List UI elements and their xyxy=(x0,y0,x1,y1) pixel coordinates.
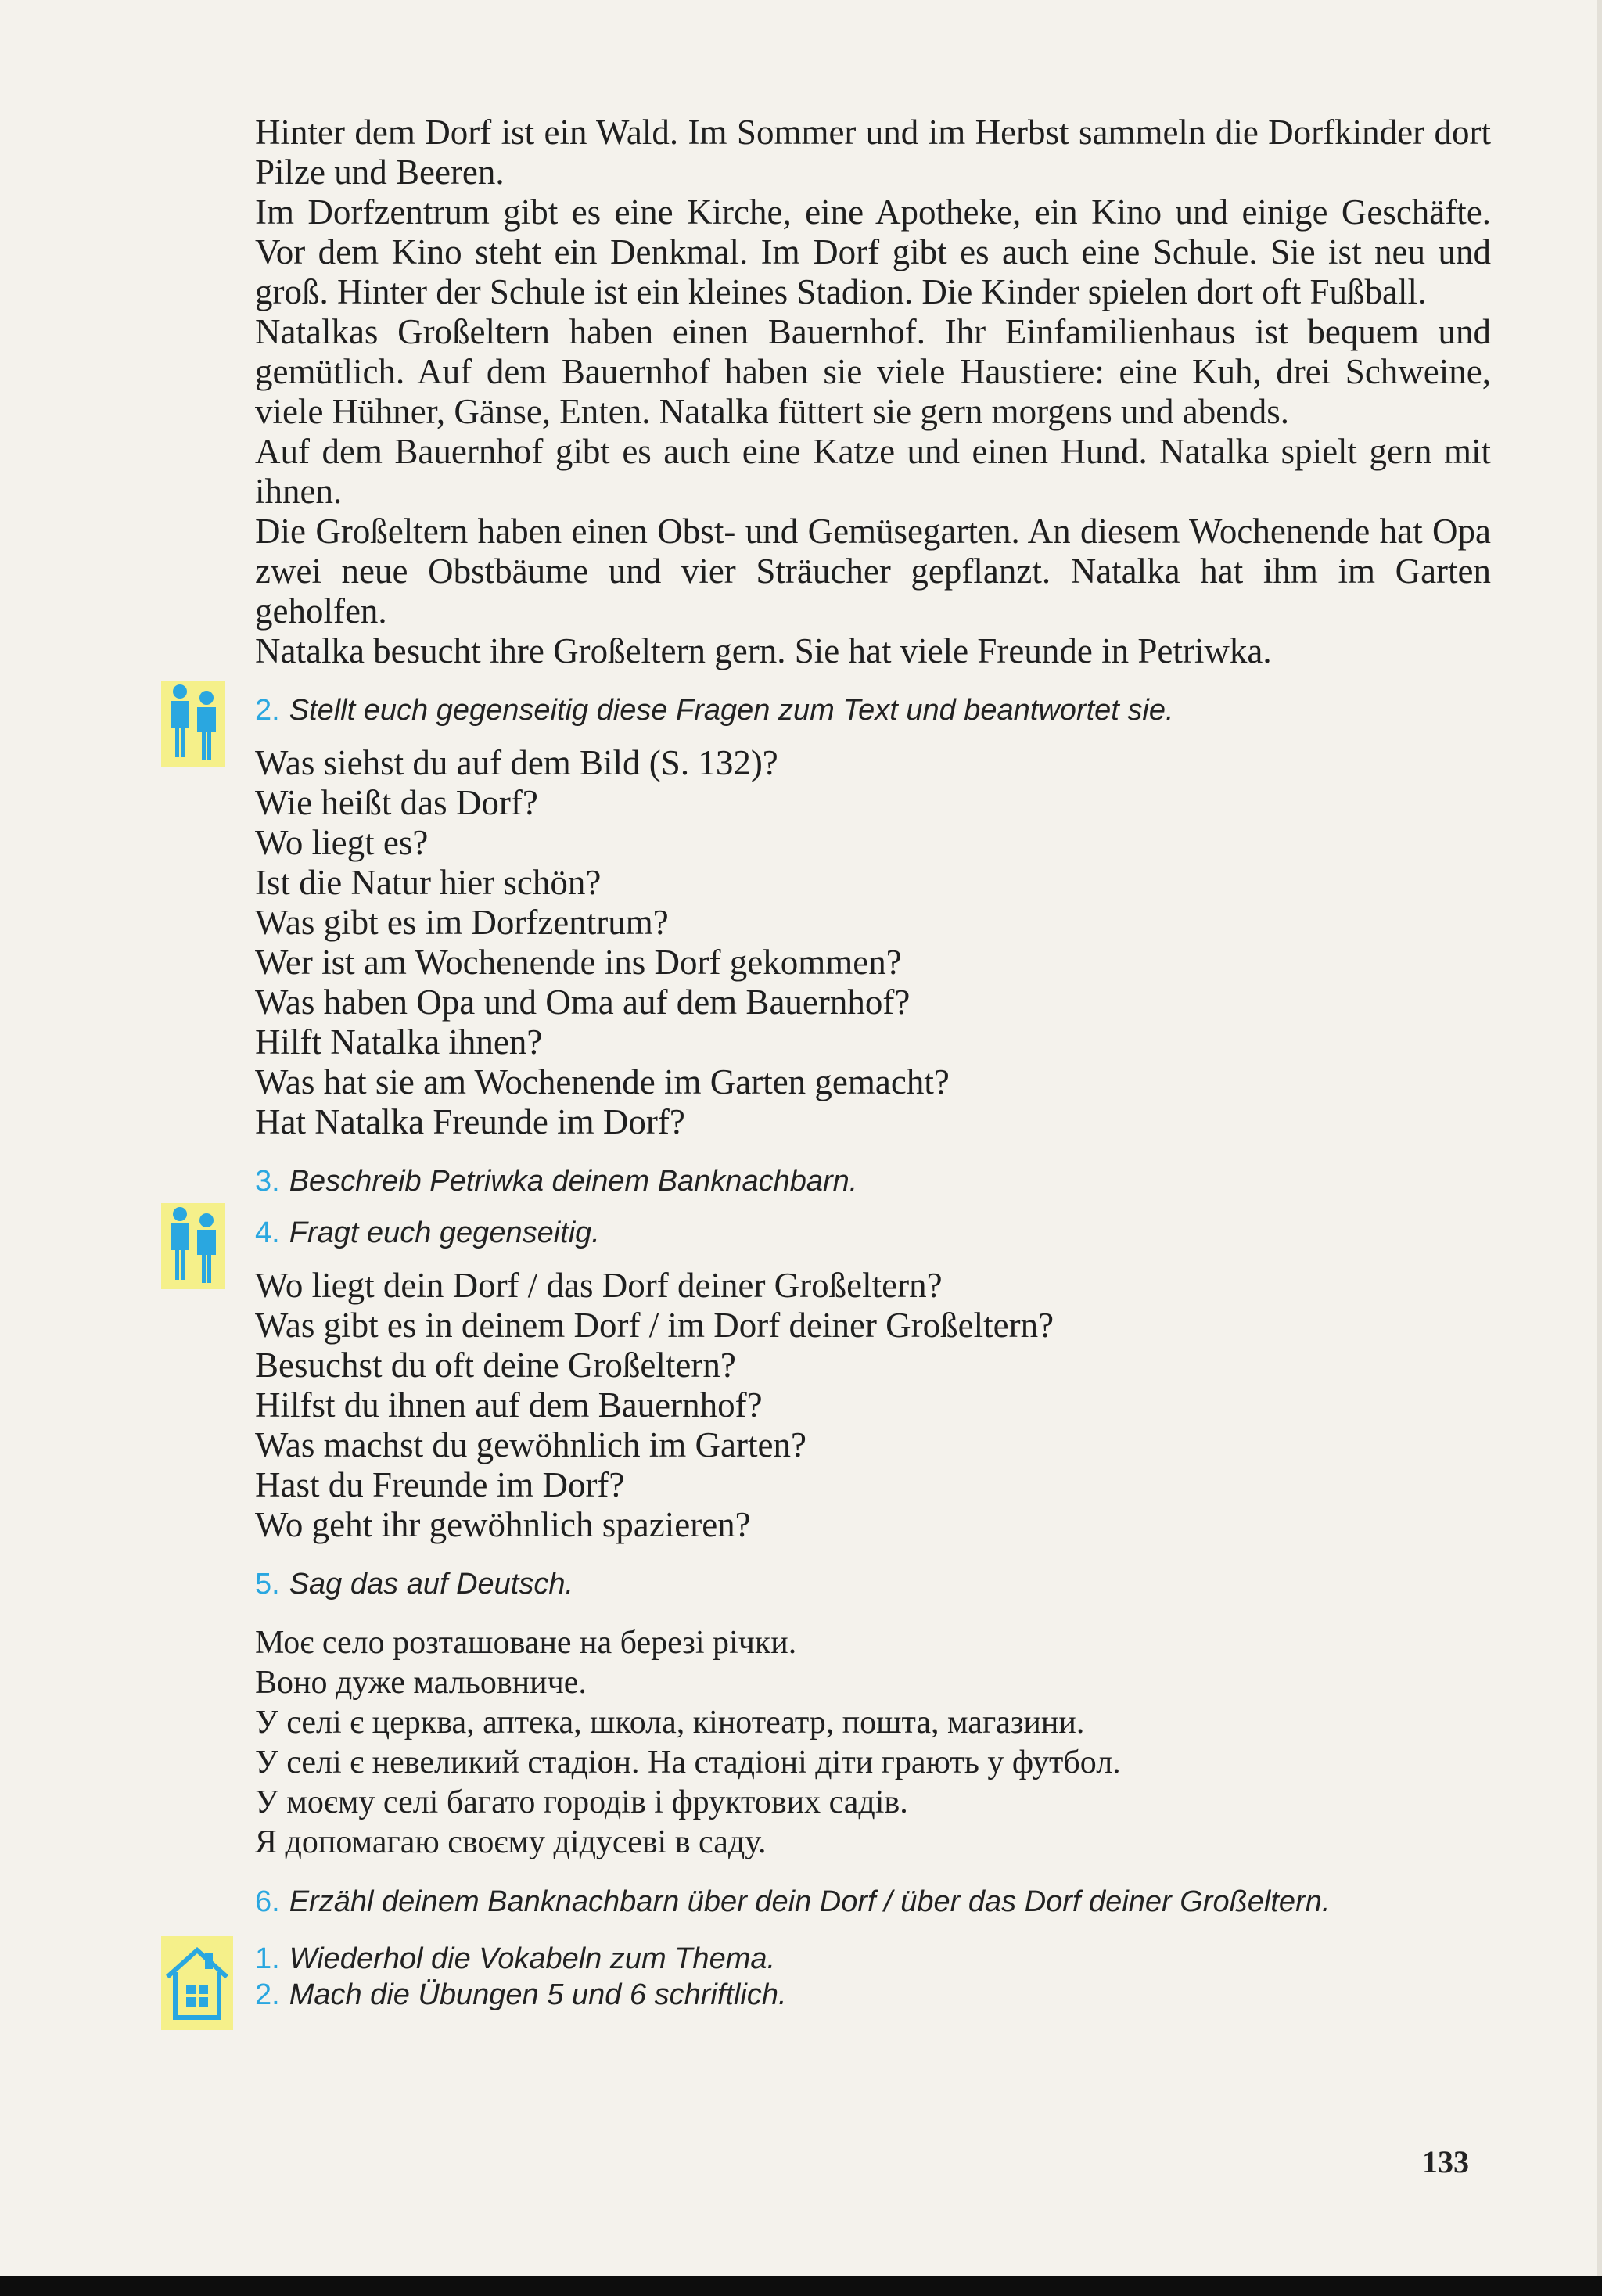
page-edge xyxy=(1597,0,1602,2296)
pair-work-icon xyxy=(161,681,225,767)
task-number: 2. xyxy=(255,694,280,727)
list-item: Hast du Freunde im Dorf? xyxy=(255,1465,625,1504)
list-item: Was machst du gewöhnlich im Garten? xyxy=(255,1425,806,1464)
task-text: Fragt euch gegenseitig. xyxy=(289,1216,600,1249)
translation-sentences xyxy=(255,1623,1491,1863)
task-text: Wiederhol die Vokabeln zum Thema. xyxy=(289,1942,776,1975)
text-paragraph: Im Dorfzentrum gibt es eine Kirche, eine Apotheke, ein Kino und einige Geschäfte. Vor dem Kino steht ein Denkmal. Im Dorf gibt es auch eine Schule. Sie ist neu und groß. Hinter der Schule ist ein kleines Stadion. Die Kinder spielen dort oft Fußball. xyxy=(255,192,1491,311)
list-item: Воно дуже мальовниче. xyxy=(255,1665,587,1701)
list-item: Wo liegt es? xyxy=(255,823,429,862)
question-list xyxy=(255,743,1491,1142)
text-paragraph: Natalka besucht ihre Großeltern gern. Sie hat viele Freunde in Petriwka. xyxy=(255,631,1272,670)
task-text: Stellt euch gegenseitig diese Fragen zum Text und beantwortet sie. xyxy=(289,694,1174,727)
task-text: Mach die Übungen 5 und 6 schriftlich. xyxy=(289,1978,787,2011)
task-number: 4. xyxy=(255,1216,280,1249)
list-item: Was haben Opa und Oma auf dem Bauernhof? xyxy=(255,983,911,1022)
task-3-instruction xyxy=(255,1162,1491,1200)
list-item: Hat Natalka Freunde im Dorf? xyxy=(255,1102,685,1141)
list-item: У селі є невеликий стадіон. На стадіоні діти грають у футбол. xyxy=(255,1744,1121,1780)
task-4-instruction xyxy=(255,1214,1491,1252)
list-item: У моєму селі багато городів і фруктових садів. xyxy=(255,1784,908,1820)
reading-text xyxy=(255,113,1491,671)
task-number: 6. xyxy=(255,1885,280,1918)
task-number: 3. xyxy=(255,1165,280,1198)
list-item: Was gibt es in deinem Dorf / im Dorf deiner Großeltern? xyxy=(255,1306,1054,1345)
task-text: Sag das auf Deutsch. xyxy=(289,1568,574,1601)
page-content xyxy=(255,113,1491,2013)
task-number: 2. xyxy=(255,1978,280,2011)
homework-house-icon xyxy=(161,1936,233,2030)
text-paragraph: Die Großeltern haben einen Obst- und Gemüsegarten. An diesem Wochenende hat Opa zwei neue Obstbäume und vier Sträucher gepflanzt. Natalka hat ihm im Garten geholfen. xyxy=(255,512,1491,631)
list-item: Wo geht ihr gewöhnlich spazieren? xyxy=(255,1505,751,1544)
list-item: Was hat sie am Wochenende im Garten gemacht? xyxy=(255,1062,950,1101)
list-item: Was siehst du auf dem Bild (S. 132)? xyxy=(255,743,778,782)
homework-item xyxy=(255,1941,1491,1977)
task-6-instruction xyxy=(255,1883,1491,1921)
list-item: Was gibt es im Dorfzentrum? xyxy=(255,903,669,942)
text-paragraph: Hinter dem Dorf ist ein Wald. Im Sommer und im Herbst sammeln die Dorfkinder dort Pilze und Beeren. xyxy=(255,113,1491,192)
page-edge xyxy=(0,2276,1602,2296)
list-item: Hilft Natalka ihnen? xyxy=(255,1022,543,1062)
task-number: 1. xyxy=(255,1942,280,1975)
page-number: 133 xyxy=(1422,2144,1469,2179)
task-5-instruction xyxy=(255,1565,1491,1603)
list-item: Wie heißt das Dorf? xyxy=(255,783,538,822)
list-item: Besuchst du oft deine Großeltern? xyxy=(255,1346,736,1385)
list-item: У селі є церква, аптека, школа, кінотеатр, пошта, магазини. xyxy=(255,1705,1085,1741)
question-list xyxy=(255,1266,1491,1545)
pair-work-icon xyxy=(161,1203,225,1289)
list-item: Wer ist am Wochenende ins Dorf gekommen? xyxy=(255,943,902,982)
list-item: Wo liegt dein Dorf / das Dorf deiner Großeltern? xyxy=(255,1266,943,1305)
task-number: 5. xyxy=(255,1568,280,1601)
task-2-instruction xyxy=(255,692,1491,729)
list-item: Hilfst du ihnen auf dem Bauernhof? xyxy=(255,1385,763,1425)
homework-item xyxy=(255,1977,1491,2013)
text-paragraph: Auf dem Bauernhof gibt es auch eine Katze und einen Hund. Natalka spielt gern mit ihnen. xyxy=(255,432,1491,511)
task-text: Erzähl deinem Banknachbarn über dein Dorf / über das Dorf deiner Großeltern. xyxy=(289,1885,1331,1918)
list-item: Я допомагаю своєму дідусеві в саду. xyxy=(255,1824,767,1860)
list-item: Моє село розташоване на березі річки. xyxy=(255,1625,797,1661)
list-item: Ist die Natur hier schön? xyxy=(255,863,602,902)
text-paragraph: Natalkas Großeltern haben einen Bauernhof. Ihr Einfamilienhaus ist bequem und gemütlich. Auf dem Bauernhof haben sie viele Haustiere: eine Kuh, drei Schweine, viele Hühner, Gänse, Enten. Natalka füttert sie gern morgens und abends. xyxy=(255,312,1491,431)
task-text: Beschreib Petriwka deinem Banknachbarn. xyxy=(289,1165,858,1198)
